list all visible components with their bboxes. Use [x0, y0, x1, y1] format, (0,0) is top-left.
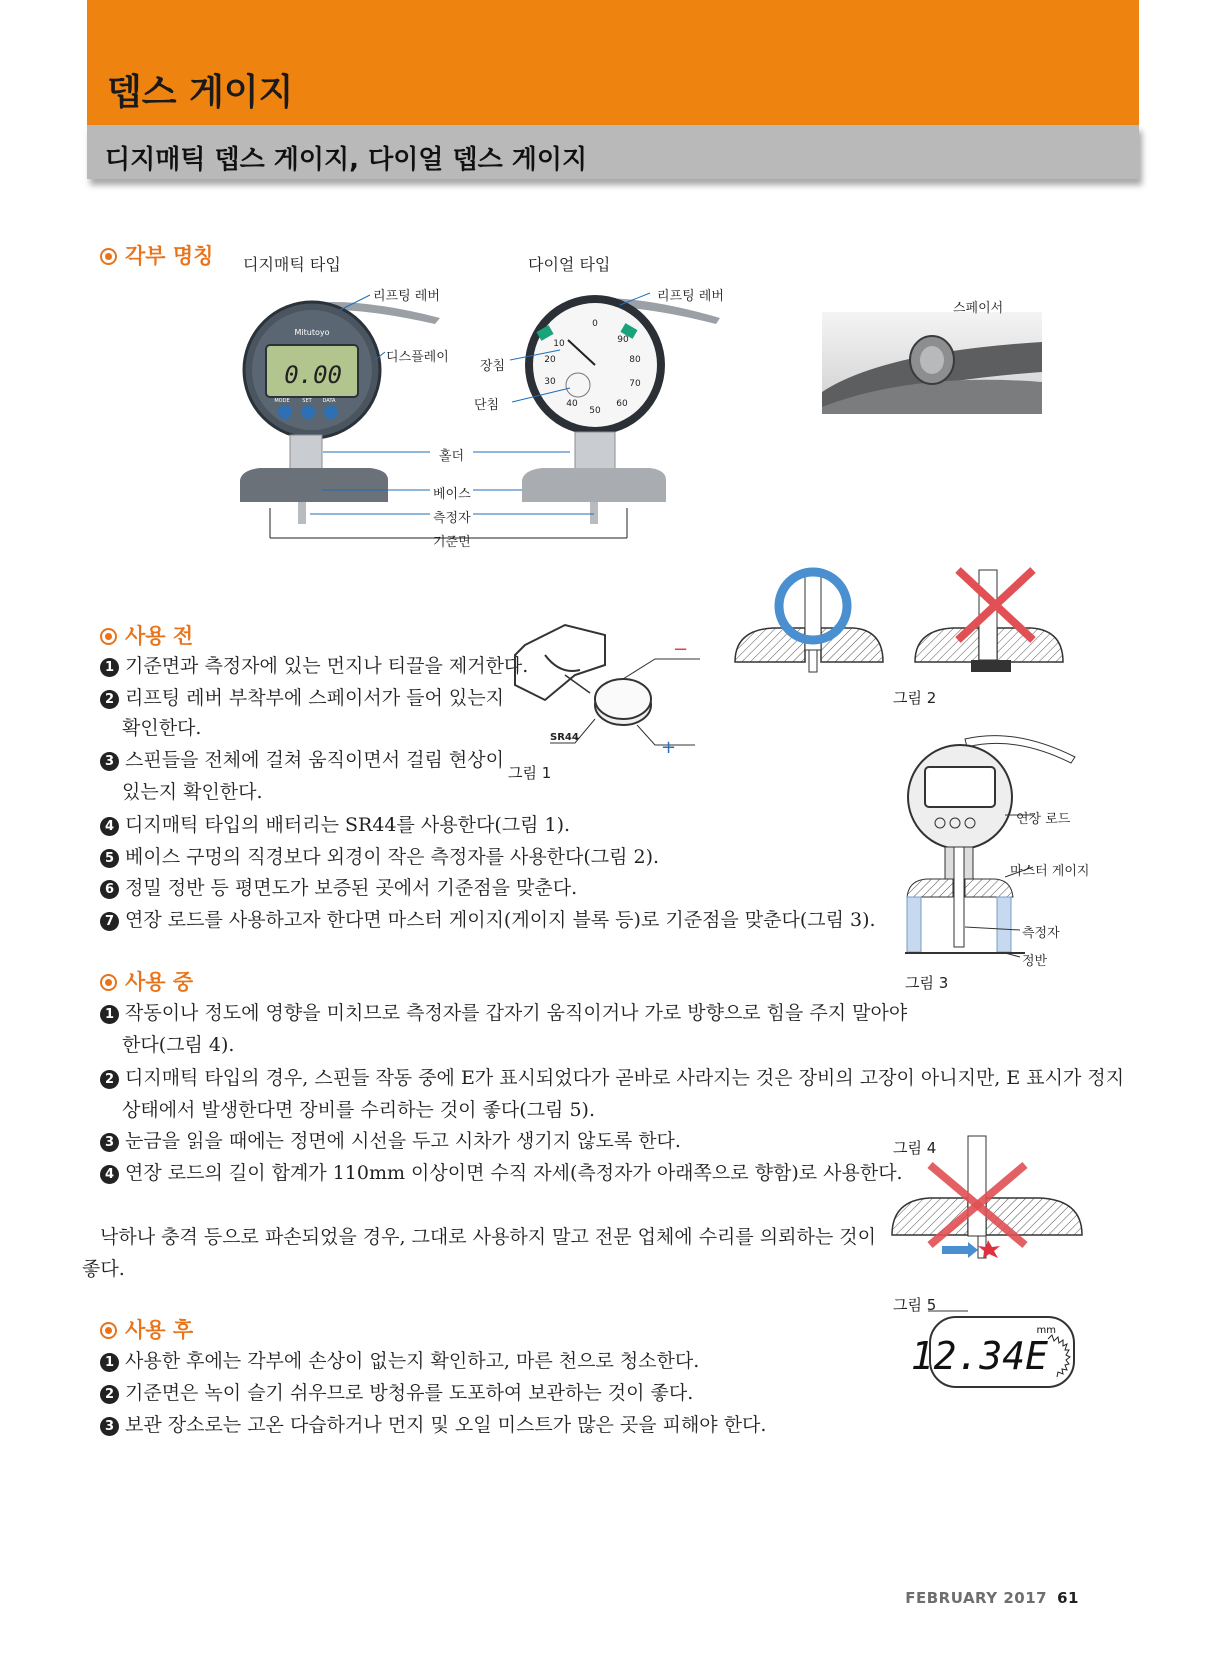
before-item-1: 1 기준면과 측정자에 있는 먼지나 티끌을 제거한다.: [100, 651, 528, 678]
during-item-3: 3 눈금을 읽을 때에는 정면에 시선을 두고 시차가 생기지 않도록 한다.: [100, 1126, 681, 1153]
svg-text:40: 40: [566, 399, 578, 409]
before-item-7: 7 연장 로드를 사용하고자 한다면 마스터 게이지(게이지 블록 등)로 기준점을 맞춘다(그림 3).: [100, 905, 876, 932]
label-base: 베이스: [433, 487, 471, 502]
figure-4-side-force: [890, 1130, 1085, 1270]
note-line-1: 낙하나 충격 등으로 파손되었을 경우, 그대로 사용하지 말고 전문 업체에 수리를 의뢰하는 것이: [100, 1226, 876, 1248]
before-item-2-cont: 확인한다.: [122, 717, 202, 739]
during-item-2: 2 디지매틱 타입의 경우, 스핀들 작동 중에 E가 표시되었다가 곧바로 사라지는 것은 장비의 고장이 아니지만, E 표시가 정지: [100, 1063, 1124, 1090]
svg-text:30: 30: [544, 377, 556, 387]
label-master-gauge: 마스터 게이지: [1010, 864, 1090, 879]
dial-type-label: 다이얼 타입: [528, 255, 611, 274]
page-footer: [905, 1589, 1079, 1607]
during-item-1-cont: 한다(그림 4).: [122, 1034, 235, 1056]
label-short-hand: 단침: [474, 398, 500, 413]
svg-text:SET: SET: [302, 398, 312, 404]
label-extension-rod: 연장 로드: [1016, 812, 1071, 827]
before-item-6: 6 정밀 정반 등 평면도가 보증된 곳에서 기준점을 맞춘다.: [100, 873, 577, 900]
section-heading-before-use: 사용 전: [100, 620, 193, 650]
svg-text:DATA: DATA: [322, 398, 336, 404]
svg-text:MODE: MODE: [274, 398, 290, 404]
digital-type-label: 디지매틱 타입: [243, 255, 341, 274]
label-holder: 홀더: [439, 449, 465, 464]
spacer-photo: [822, 312, 1042, 414]
figure-3-label: 그림 3: [905, 974, 949, 992]
before-item-2: 2 리프팅 레버 부착부에 스페이서가 들어 있는지: [100, 683, 504, 710]
dial-gauge-illustration: [522, 295, 720, 524]
page-number: 61: [1057, 1589, 1079, 1607]
e-display-value: 12.34E: [910, 1334, 1048, 1378]
after-item-3: 3 보관 장소로는 고온 다습하거나 먼지 및 오일 미스트가 많은 곳을 피해야 한다.: [100, 1410, 766, 1437]
figure-1-label: 그림 1: [508, 764, 552, 782]
label-long-hand: 장침: [480, 359, 506, 374]
page-subtitle: 디지매틱 뎁스 게이지, 다이얼 뎁스 게이지: [105, 145, 588, 175]
figure-1-battery: [505, 615, 705, 758]
svg-text:70: 70: [629, 379, 641, 389]
label-reference-face: 기준면: [433, 535, 471, 550]
during-item-1: 1 작동이나 정도에 영향을 미치므로 측정자를 갑자기 움직이거나 가로 방향으로 힘을 주지 말아야: [100, 998, 907, 1025]
battery-label: SR44: [550, 732, 579, 743]
svg-text:20: 20: [544, 355, 556, 365]
digital-display-value: 0.00: [284, 361, 342, 389]
label-lifting-lever-digital: 리프팅 레버: [373, 289, 440, 304]
digital-gauge-illustration: [240, 302, 440, 524]
svg-text:80: 80: [629, 355, 641, 365]
bullet-icon: [100, 628, 117, 645]
label-surface-plate: 정반: [1022, 954, 1048, 969]
footer-date: FEBRUARY 2017: [905, 1589, 1048, 1607]
svg-text:0: 0: [592, 319, 598, 329]
note-line-2: 좋다.: [82, 1258, 125, 1280]
minus-sign: −: [673, 639, 689, 660]
display-unit: mm: [1036, 1325, 1056, 1336]
label-display: 디스플레이: [386, 350, 449, 365]
svg-text:10: 10: [553, 339, 565, 349]
section-heading-parts: 각부 명칭: [100, 240, 213, 270]
figure-5-label: 그림 5: [893, 1296, 937, 1314]
label-lifting-lever-dial: 리프팅 레버: [657, 289, 724, 304]
figure-2-label: 그림 2: [893, 689, 937, 707]
during-item-4: 4 연장 로드의 길이 합계가 110mm 이상이면 수직 자세(측정자가 아래쪽으로 향함)로 사용한다.: [100, 1158, 903, 1185]
svg-text:50: 50: [589, 406, 601, 416]
plus-sign: +: [661, 737, 677, 758]
label-spacer: 스페이서: [953, 301, 1004, 316]
bullet-icon: [100, 248, 117, 265]
before-item-4: 4 디지매틱 타입의 배터리는 SR44를 사용한다(그림 1).: [100, 810, 570, 837]
figure-5-e-display: [910, 1305, 1078, 1393]
page-title: 뎁스 게이지: [107, 72, 294, 113]
label-fig3-probe: 측정자: [1022, 926, 1060, 941]
before-item-3: 3 스핀들을 전체에 걸쳐 움직이면서 걸림 현상이: [100, 745, 504, 772]
svg-text:60: 60: [616, 399, 628, 409]
label-probe: 측정자: [433, 511, 471, 526]
bullet-icon: [100, 974, 117, 991]
figure-2-probe-diameter: [733, 560, 1083, 695]
after-item-2: 2 기준면은 녹이 슬기 쉬우므로 방청유를 도포하여 보관하는 것이 좋다.: [100, 1378, 693, 1405]
bullet-icon: [100, 1322, 117, 1339]
after-item-1: 1 사용한 후에는 각부에 손상이 없는지 확인하고, 마른 천으로 청소한다.: [100, 1346, 699, 1373]
figure-4-label: 그림 4: [893, 1139, 937, 1157]
before-item-3-cont: 있는지 확인한다.: [122, 781, 263, 803]
section-heading-during-use: 사용 중: [100, 966, 193, 996]
digital-brand: Mitutoyo: [294, 328, 330, 337]
during-item-2-cont: 상태에서 발생한다면 장비를 수리하는 것이 좋다(그림 5).: [122, 1099, 595, 1121]
section-heading-after-use: 사용 후: [100, 1314, 193, 1344]
svg-text:90: 90: [617, 335, 629, 345]
before-item-5: 5 베이스 구멍의 직경보다 외경이 작은 측정자를 사용한다(그림 2).: [100, 842, 659, 869]
